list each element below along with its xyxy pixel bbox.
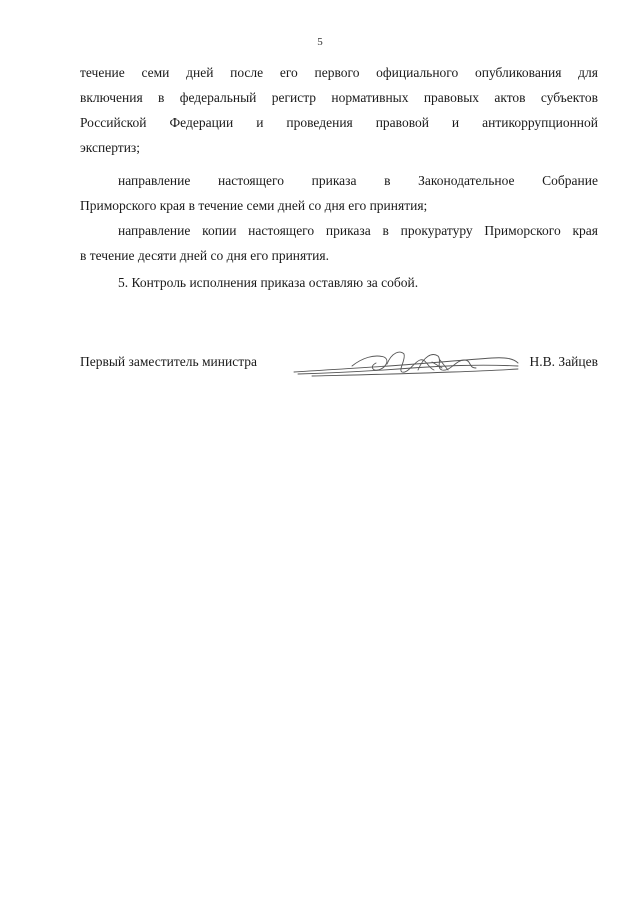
signature-stroke xyxy=(418,355,476,371)
paragraph-continuation xyxy=(80,60,598,160)
page-number: 5 xyxy=(317,36,323,48)
paragraph-prosecutor xyxy=(80,218,598,268)
paragraph-control xyxy=(80,270,598,295)
signatory-name: Н.В. Зайцев xyxy=(529,354,598,369)
text-line: Приморского края в течение семи дней со дня его принятия; xyxy=(80,198,428,213)
handwritten-signature xyxy=(292,348,520,380)
text-line: в течение десяти дней со дня его принятия. xyxy=(80,248,329,263)
paragraph-legislative-assembly xyxy=(80,168,598,218)
text-line: направление копии настоящего приказа в прокуратуру Приморского края xyxy=(118,223,598,238)
text-line: Российской Федерации и проведения правовой и антикоррупционной xyxy=(80,115,598,130)
text-line: направление настоящего приказа в Законодательное Собрание xyxy=(118,173,598,188)
text-line: течение семи дней после его первого официального опубликования для xyxy=(80,65,598,80)
signatory-position: Первый заместитель министра xyxy=(80,354,258,369)
text-line: 5. Контроль исполнения приказа оставляю за собой. xyxy=(118,275,419,290)
signature-block xyxy=(80,348,598,388)
text-line: экспертиз; xyxy=(80,140,141,155)
text-line: включения в федеральный регистр нормативных правовых актов субъектов xyxy=(80,90,598,105)
